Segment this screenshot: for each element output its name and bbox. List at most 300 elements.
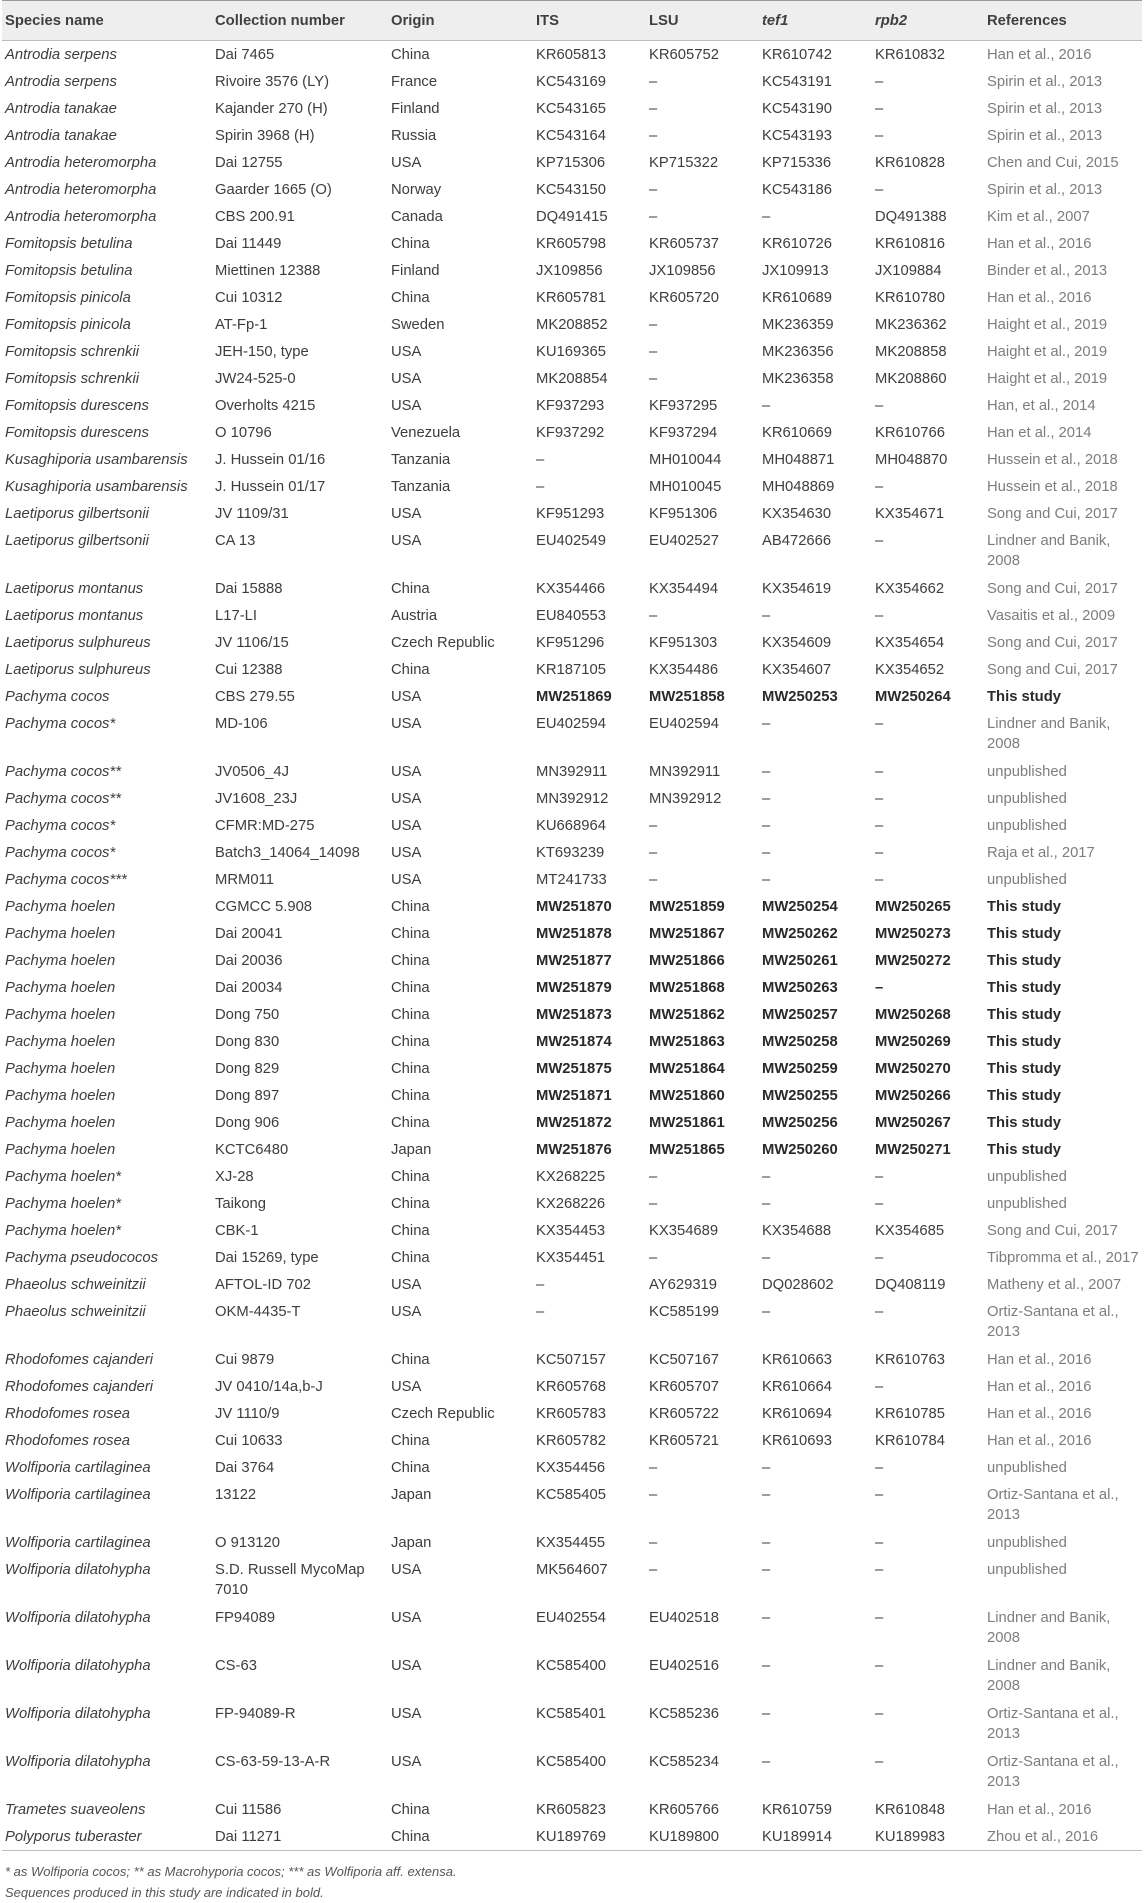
cell-rpb2: KR610816 [875, 236, 945, 252]
cell-rpb2: – [875, 872, 884, 888]
table-row [2, 839, 1142, 866]
cell-its: MW251875 [536, 1061, 612, 1077]
cell-origin: France [391, 74, 438, 90]
cell-lsu: – [649, 344, 658, 360]
cell-reference: Lindner and Banik, 2008 [987, 1658, 1111, 1694]
cell-collection: Batch3_14064_14098 [215, 845, 360, 861]
table-row [2, 656, 1142, 683]
cell-reference: This study [987, 1115, 1061, 1131]
cell-lsu: KX354494 [649, 581, 719, 597]
cell-its: KF937293 [536, 398, 605, 414]
cell-its: KR605768 [536, 1379, 606, 1395]
cell-its: KR605783 [536, 1406, 606, 1422]
cell-tef1: MK236356 [762, 344, 834, 360]
cell-tef1: – [762, 1706, 771, 1722]
cell-its: KC585400 [536, 1754, 606, 1770]
cell-collection: JV 0410/14a,b-J [215, 1379, 323, 1395]
cell-collection: Rivoire 3576 (LY) [215, 74, 330, 90]
cell-lsu: MN392912 [649, 791, 722, 807]
cell-its: MW251876 [536, 1142, 612, 1158]
cell-reference: Lindner and Banik, 2008 [987, 716, 1111, 752]
cell-origin: USA [391, 398, 422, 414]
cell-reference: unpublished [987, 791, 1067, 807]
cell-origin: USA [391, 818, 422, 834]
table-row [2, 710, 1142, 758]
cell-collection: Dai 20041 [215, 926, 283, 942]
cell-tef1: MW250262 [762, 926, 838, 942]
cell-reference: Kim et al., 2007 [987, 209, 1090, 225]
cell-tef1: MW250261 [762, 953, 838, 969]
table-row [2, 1136, 1142, 1163]
cell-its: KF951293 [536, 506, 605, 522]
cell-reference: Chen and Cui, 2015 [987, 155, 1119, 171]
cell-tef1: KX354630 [762, 506, 832, 522]
cell-lsu: MW251868 [649, 980, 725, 996]
cell-origin: China [391, 1829, 430, 1845]
cell-species: Rhodofomes cajanderi [5, 1352, 154, 1368]
cell-origin: China [391, 980, 430, 996]
cell-its: KC507157 [536, 1352, 606, 1368]
footnote-asterisks: * as Wolfiporia cocos; ** as Macrohyporia cocos; *** as Wolfiporia aff. extensa. [5, 1864, 457, 1879]
cell-tef1: – [762, 791, 771, 807]
cell-origin: China [391, 1250, 430, 1266]
cell-origin: Norway [391, 182, 442, 198]
cell-lsu: KF937294 [649, 425, 718, 441]
cell-collection: AT-Fp-1 [215, 317, 268, 333]
cell-lsu: – [649, 1487, 658, 1503]
cell-tef1: – [762, 845, 771, 861]
table-row [2, 230, 1142, 257]
cell-rpb2: MW250265 [875, 899, 951, 915]
cell-collection: O 10796 [215, 425, 272, 441]
cell-lsu: EU402594 [649, 716, 719, 732]
cell-species: Laetiporus sulphureus [5, 635, 151, 651]
cell-species: Rhodofomes rosea [5, 1406, 131, 1422]
cell-origin: China [391, 1007, 430, 1023]
cell-reference: Spirin et al., 2013 [987, 182, 1103, 198]
cell-rpb2: MW250269 [875, 1034, 951, 1050]
header-tef1: tef1 [762, 12, 789, 29]
cell-collection: Overholts 4215 [215, 398, 316, 414]
cell-its: KR605781 [536, 290, 606, 306]
table-row [2, 149, 1142, 176]
cell-tef1: – [762, 1658, 771, 1674]
cell-collection: JV 1109/31 [215, 506, 289, 522]
cell-lsu: – [649, 1196, 658, 1212]
cell-tef1: KC543190 [762, 101, 832, 117]
cell-origin: China [391, 47, 430, 63]
cell-tef1: KP715336 [762, 155, 832, 171]
species-table [2, 0, 1142, 1851]
cell-lsu: KR605707 [649, 1379, 719, 1395]
cell-lsu: KU189800 [649, 1829, 719, 1845]
table-row [2, 1823, 1142, 1851]
cell-its: KX354455 [536, 1535, 606, 1551]
table-row [2, 1082, 1142, 1109]
cell-collection: L17-LI [215, 608, 257, 624]
cell-collection: Cui 12388 [215, 662, 283, 678]
cell-rpb2: – [875, 980, 884, 996]
cell-collection: Dai 11449 [215, 236, 282, 252]
cell-lsu: KR605721 [649, 1433, 719, 1449]
table-row [2, 365, 1142, 392]
cell-collection: Taikong [215, 1196, 267, 1212]
cell-lsu: KC585199 [649, 1304, 719, 1320]
cell-rpb2: MK208858 [875, 344, 947, 360]
cell-reference: Song and Cui, 2017 [987, 662, 1118, 678]
table-row [2, 1055, 1142, 1082]
cell-collection: AFTOL-ID 702 [215, 1277, 311, 1293]
cell-tef1: MW250256 [762, 1115, 838, 1131]
cell-its: – [536, 1304, 545, 1320]
cell-lsu: MW251865 [649, 1142, 725, 1158]
cell-tef1: KR610669 [762, 425, 832, 441]
cell-origin: China [391, 1223, 430, 1239]
cell-reference: Lindner and Banik, 2008 [987, 1610, 1111, 1646]
cell-rpb2: KX354662 [875, 581, 945, 597]
table-row [2, 785, 1142, 812]
cell-rpb2: DQ408119 [875, 1277, 946, 1293]
cell-rpb2: MK208860 [875, 371, 947, 387]
cell-reference: Song and Cui, 2017 [987, 635, 1118, 651]
cell-origin: China [391, 236, 430, 252]
cell-origin: China [391, 1169, 430, 1185]
cell-lsu: KF951306 [649, 506, 718, 522]
cell-species: Polyporus tuberaster [5, 1829, 142, 1845]
cell-species: Antrodia heteromorpha [5, 182, 157, 198]
cell-reference: Hussein et al., 2018 [987, 452, 1118, 468]
cell-origin: China [391, 1034, 430, 1050]
cell-its: KX354453 [536, 1223, 606, 1239]
cell-rpb2: KR610828 [875, 155, 945, 171]
cell-collection: CBS 200.91 [215, 209, 295, 225]
cell-tef1: MW250253 [762, 689, 838, 705]
cell-tef1: KC543186 [762, 182, 832, 198]
cell-its: KC543165 [536, 101, 606, 117]
cell-reference: Han et al., 2016 [987, 1379, 1092, 1395]
cell-lsu: MW251867 [649, 926, 725, 942]
cell-its: MW251877 [536, 953, 612, 969]
cell-its: – [536, 452, 545, 468]
cell-collection: CBS 279.55 [215, 689, 295, 705]
cell-rpb2: KR610766 [875, 425, 945, 441]
cell-reference: Binder et al., 2013 [987, 263, 1108, 279]
table-row [2, 1001, 1142, 1028]
cell-origin: USA [391, 533, 422, 549]
cell-collection: CA 13 [215, 533, 256, 549]
cell-tef1: KR610694 [762, 1406, 832, 1422]
cell-lsu: MW251859 [649, 899, 725, 915]
cell-lsu: EU402518 [649, 1610, 719, 1626]
cell-origin: Czech Republic [391, 635, 495, 651]
cell-species: Fomitopsis durescens [5, 398, 149, 414]
cell-collection: MRM011 [215, 872, 274, 888]
header-collection: Collection number [215, 12, 345, 29]
cell-collection: Dai 11271 [215, 1829, 282, 1845]
header-references: References [987, 12, 1067, 29]
cell-lsu: MW251860 [649, 1088, 725, 1104]
cell-collection: Miettinen 12388 [215, 263, 321, 279]
table-row [2, 1346, 1142, 1373]
table-row [2, 1748, 1142, 1796]
cell-its: MN392912 [536, 791, 609, 807]
cell-tef1: – [762, 1304, 771, 1320]
cell-tef1: KR610664 [762, 1379, 832, 1395]
cell-tef1: – [762, 1535, 771, 1551]
cell-tef1: – [762, 818, 771, 834]
cell-rpb2: – [875, 1196, 884, 1212]
cell-origin: Tanzania [391, 452, 451, 468]
cell-lsu: – [649, 872, 658, 888]
cell-lsu: KC585234 [649, 1754, 719, 1770]
cell-rpb2: KU189983 [875, 1829, 945, 1845]
cell-rpb2: – [875, 1250, 884, 1266]
cell-rpb2: – [875, 128, 884, 144]
cell-origin: USA [391, 155, 422, 171]
cell-reference: Song and Cui, 2017 [987, 581, 1118, 597]
cell-species: Pachyma hoelen* [5, 1196, 121, 1212]
cell-its: MW251870 [536, 899, 612, 915]
cell-origin: USA [391, 1610, 422, 1626]
cell-reference: Han et al., 2016 [987, 1352, 1092, 1368]
cell-species: Trametes suaveolens [5, 1802, 146, 1818]
cell-lsu: – [649, 1562, 658, 1578]
cell-collection: J. Hussein 01/16 [215, 452, 326, 468]
table-row [2, 284, 1142, 311]
cell-origin: USA [391, 1706, 422, 1722]
cell-rpb2: MW250268 [875, 1007, 951, 1023]
cell-lsu: MW251861 [649, 1115, 725, 1131]
cell-its: KR187105 [536, 662, 606, 678]
cell-collection: Cui 11586 [215, 1802, 282, 1818]
cell-collection: CFMR:MD-275 [215, 818, 315, 834]
cell-origin: USA [391, 791, 422, 807]
cell-origin: USA [391, 371, 422, 387]
cell-its: MW251878 [536, 926, 612, 942]
cell-reference: unpublished [987, 764, 1067, 780]
cell-its: JX109856 [536, 263, 603, 279]
cell-species: Pachyma hoelen [5, 980, 116, 996]
cell-species: Pachyma hoelen [5, 1115, 116, 1131]
cell-its: EU402554 [536, 1610, 606, 1626]
table-row [2, 419, 1142, 446]
cell-tef1: KX354619 [762, 581, 832, 597]
cell-tef1: MW250258 [762, 1034, 838, 1050]
cell-species: Pachyma hoelen [5, 953, 116, 969]
cell-rpb2: KR610785 [875, 1406, 945, 1422]
table-row [2, 1298, 1142, 1346]
cell-lsu: – [649, 1535, 658, 1551]
cell-lsu: MW251862 [649, 1007, 725, 1023]
cell-reference: unpublished [987, 1562, 1067, 1578]
table-footnotes [2, 1851, 1142, 1903]
table-row [2, 947, 1142, 974]
cell-rpb2: DQ491388 [875, 209, 947, 225]
cell-rpb2: MW250273 [875, 926, 951, 942]
cell-origin: China [391, 1433, 430, 1449]
cell-lsu: – [649, 128, 658, 144]
cell-lsu: – [649, 1250, 658, 1266]
cell-tef1: – [762, 209, 771, 225]
cell-collection: CS-63-59-13-A-R [215, 1754, 331, 1770]
cell-tef1: KR610689 [762, 290, 832, 306]
cell-its: KC585400 [536, 1658, 606, 1674]
cell-species: Fomitopsis betulina [5, 263, 133, 279]
cell-lsu: MW251858 [649, 689, 725, 705]
cell-lsu: – [649, 182, 658, 198]
cell-collection: FP94089 [215, 1610, 276, 1626]
cell-its: KR605823 [536, 1802, 606, 1818]
cell-origin: Austria [391, 608, 438, 624]
cell-collection: Dai 15888 [215, 581, 283, 597]
table-row [2, 1652, 1142, 1700]
cell-collection: Dai 3764 [215, 1460, 275, 1476]
cell-its: KR605798 [536, 236, 606, 252]
cell-species: Rhodofomes rosea [5, 1433, 131, 1449]
cell-species: Wolfiporia cartilaginea [5, 1535, 151, 1551]
cell-its: MK564607 [536, 1562, 608, 1578]
cell-origin: China [391, 1061, 430, 1077]
cell-lsu: JX109856 [649, 263, 716, 279]
header-rpb2: rpb2 [875, 12, 908, 29]
cell-collection: Dai 12755 [215, 155, 283, 171]
cell-its: KU189769 [536, 1829, 606, 1845]
table-row [2, 122, 1142, 149]
cell-species: Wolfiporia dilatohypha [5, 1658, 151, 1674]
cell-origin: Canada [391, 209, 443, 225]
cell-tef1: JX109913 [762, 263, 829, 279]
table-row [2, 41, 1142, 69]
cell-collection: S.D. Russell MycoMap 7010 [215, 1562, 365, 1598]
cell-origin: USA [391, 1754, 422, 1770]
cell-lsu: MW251866 [649, 953, 725, 969]
cell-tef1: KR610726 [762, 236, 832, 252]
cell-its: KC543150 [536, 182, 606, 198]
cell-reference: This study [987, 1088, 1061, 1104]
cell-origin: Japan [391, 1142, 432, 1158]
cell-species: Pachyma cocos [5, 689, 110, 705]
cell-rpb2: – [875, 101, 884, 117]
cell-tef1: – [762, 1169, 771, 1185]
cell-reference: Spirin et al., 2013 [987, 74, 1103, 90]
cell-tef1: KX354688 [762, 1223, 832, 1239]
cell-collection: Dai 20036 [215, 953, 283, 969]
cell-reference: unpublished [987, 1196, 1067, 1212]
cell-its: KC543164 [536, 128, 606, 144]
cell-tef1: MW250254 [762, 899, 838, 915]
cell-its: EU840553 [536, 608, 606, 624]
cell-species: Pachyma hoelen [5, 1088, 116, 1104]
cell-rpb2: – [875, 1610, 884, 1626]
cell-rpb2: – [875, 533, 884, 549]
cell-rpb2: – [875, 1658, 884, 1674]
header-origin: Origin [391, 12, 435, 29]
cell-reference: This study [987, 689, 1061, 705]
cell-species: Pachyma cocos** [5, 791, 121, 807]
cell-lsu: AY629319 [649, 1277, 718, 1293]
cell-rpb2: KX354652 [875, 662, 945, 678]
cell-origin: USA [391, 764, 422, 780]
cell-species: Antrodia serpens [5, 74, 117, 90]
cell-its: MW251872 [536, 1115, 612, 1131]
cell-origin: China [391, 1115, 430, 1131]
cell-collection: JV0506_4J [215, 764, 290, 780]
cell-reference: unpublished [987, 1460, 1067, 1476]
cell-origin: USA [391, 344, 422, 360]
table-row [2, 575, 1142, 602]
cell-rpb2: MW250267 [875, 1115, 951, 1131]
header-row [2, 1, 1142, 41]
table-row [2, 176, 1142, 203]
cell-rpb2: KR610832 [875, 47, 945, 63]
cell-tef1: – [762, 1460, 771, 1476]
cell-origin: China [391, 953, 430, 969]
table-row [2, 392, 1142, 419]
cell-reference: Ortiz-Santana et al., 2013 [987, 1304, 1119, 1340]
cell-origin: Finland [391, 101, 440, 117]
cell-lsu: – [649, 317, 658, 333]
cell-lsu: MW251864 [649, 1061, 725, 1077]
cell-reference: Hussein et al., 2018 [987, 479, 1118, 495]
cell-collection: Kajander 270 (H) [215, 101, 328, 117]
cell-collection: KCTC6480 [215, 1142, 289, 1158]
cell-origin: USA [391, 1277, 422, 1293]
cell-collection: CBK-1 [215, 1223, 259, 1239]
cell-its: MW251871 [536, 1088, 612, 1104]
cell-rpb2: MW250264 [875, 689, 951, 705]
cell-reference: Haight et al., 2019 [987, 371, 1108, 387]
cell-origin: USA [391, 872, 422, 888]
cell-its: KC585401 [536, 1706, 606, 1722]
cell-rpb2: – [875, 845, 884, 861]
cell-rpb2: – [875, 1562, 884, 1578]
table-row [2, 1529, 1142, 1556]
cell-collection: JW24-525-0 [215, 371, 296, 387]
cell-rpb2: – [875, 1379, 884, 1395]
cell-lsu: KX354486 [649, 662, 719, 678]
cell-lsu: – [649, 845, 658, 861]
cell-reference: Spirin et al., 2013 [987, 128, 1103, 144]
cell-origin: Sweden [391, 317, 445, 333]
cell-origin: Tanzania [391, 479, 451, 495]
cell-rpb2: – [875, 182, 884, 198]
cell-reference: Matheny et al., 2007 [987, 1277, 1122, 1293]
cell-rpb2: – [875, 716, 884, 732]
cell-reference: Haight et al., 2019 [987, 317, 1108, 333]
cell-species: Rhodofomes cajanderi [5, 1379, 154, 1395]
cell-lsu: EU402516 [649, 1658, 719, 1674]
cell-reference: Han et al., 2016 [987, 1802, 1092, 1818]
cell-reference: unpublished [987, 1535, 1067, 1551]
cell-lsu: – [649, 608, 658, 624]
cell-reference: This study [987, 1007, 1061, 1023]
cell-reference: Han et al., 2016 [987, 47, 1092, 63]
cell-tef1: MK236358 [762, 371, 834, 387]
cell-origin: China [391, 1088, 430, 1104]
cell-its: KF937292 [536, 425, 605, 441]
header-its: ITS [536, 12, 560, 29]
cell-reference: Haight et al., 2019 [987, 344, 1108, 360]
cell-reference: Zhou et al., 2016 [987, 1829, 1099, 1845]
cell-origin: USA [391, 1379, 422, 1395]
cell-reference: This study [987, 1034, 1061, 1050]
cell-rpb2: JX109884 [875, 263, 942, 279]
cell-origin: China [391, 1352, 430, 1368]
table-row [2, 446, 1142, 473]
cell-its: KU169365 [536, 344, 606, 360]
cell-its: KR605813 [536, 47, 606, 63]
cell-lsu: EU402527 [649, 533, 719, 549]
